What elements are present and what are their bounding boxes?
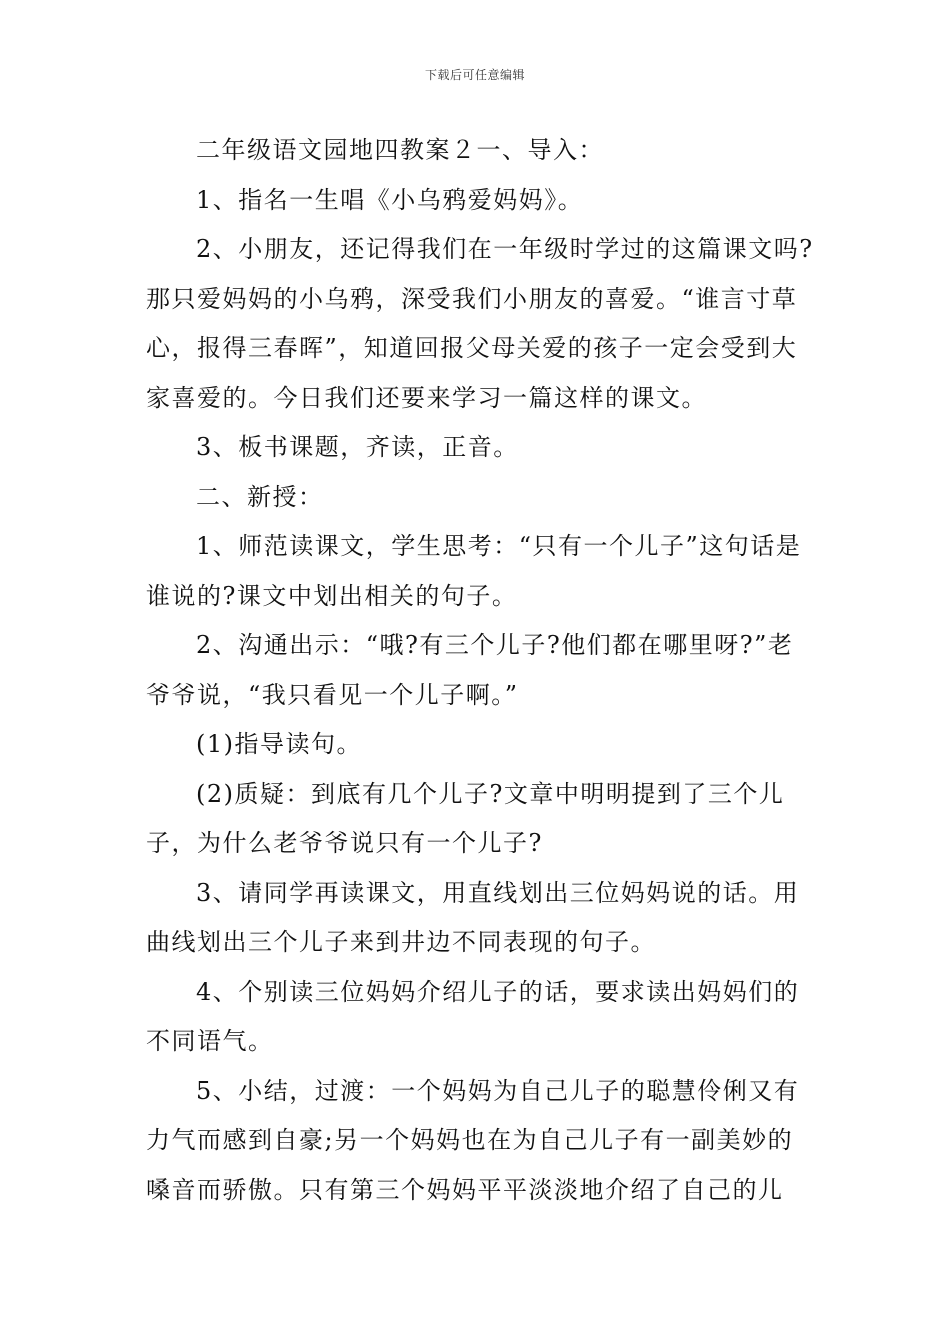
paragraph: (2)质疑：到底有几个儿子?文章中明明提到了三个儿子，为什么老爷爷说只有一个儿子? [146,779,785,857]
paragraph: 3、板书课题，齐读，正音。 [196,433,519,461]
paragraph: 1、师范读课文，学生思考：“只有一个儿子”这句话是谁说的?课文中划出相关的句子。 [146,532,802,610]
paragraph: 5、小结，过渡：一个妈妈为自己儿子的聪慧伶俐又有力气而感到自豪;另一个妈妈也在为自己儿子有一副美妙的嗓音而骄傲。只有第三个妈妈平平淡淡地介绍了自己的儿 [146,1076,800,1204]
paragraph-title: 二年级语文园地四教案２一、导入： [196,136,604,164]
document-body [146,126,816,1215]
paragraph: 2、沟通出示：“哦?有三个儿子?他们都在哪里呀?”老爷爷说，“我只看见一个儿子啊。” [146,631,794,709]
paragraph: 3、请同学再读课文，用直线划出三位妈妈说的话。用曲线划出三个儿子来到井边不同表现的句子。 [146,878,800,956]
paragraph: (1)指导读句。 [196,730,362,758]
paragraph: 1、指名一生唱《小乌鸦爱妈妈》。 [196,185,584,214]
paragraph: 4、个别读三位妈妈介绍儿子的话，要求读出妈妈们的不同语气。 [146,977,800,1055]
section-heading: 二、新授： [196,482,324,511]
paragraph: 2、小朋友，还记得我们在一年级时学过的这篇课文吗?那只爱妈妈的小乌鸦，深受我们小朋友的喜爱。“谁言寸草心，报得三春晖”，知道回报父母关爱的孩子一定会受到大家喜爱的。今日我们还要来学习一篇这样的课文。 [146,235,814,412]
page-header: 下载后可任意编辑 [424,68,525,82]
